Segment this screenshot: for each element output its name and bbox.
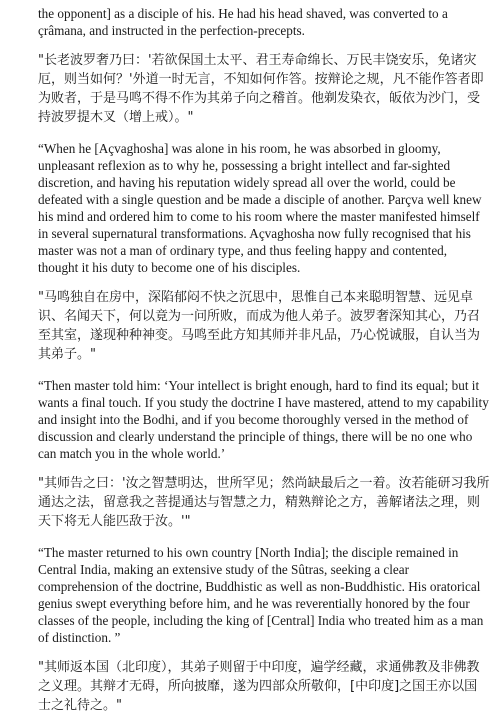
english-paragraph: “The master returned to his own country [North India]; the disciple remained in Central India, making an extensive study of the Sûtras, seeking a clear comprehension of the doctrine, Buddhistic as well as non-Buddhistic. His oratorical genius swept everything before him, and he was reverentially honored by the four classes of the people, including the king of [Central] India who treated him as a man of distinction. ” bbox=[38, 545, 484, 645]
chinese-paragraph: "其师告之曰：'汝之智慧明达，世所罕见；然尚缺最后之一着。汝若能研习我所通达之法，留意我之菩提通达与智慧之力，精熟辩论之方，善解诸法之理，则天下将无人能匹敌于汝。'" bbox=[38, 476, 490, 529]
english-paragraph: “When he [Açvaghosha] was alone in his room, he was absorbed in gloomy, unpleasant reflexion as to why he, possessing a bright intellect and far-sighted discretion, and having his reputation widely spread all over the world, could be defeated with a single question and be made a disciple of another. Parçva well knew his mind and ordered him to come to his room where the master manifested himself in several supernatural transformations. Açvaghosha now fully recognised that his master was not a man of ordinary type, and thus feeling happy and contented, thought it his duty to become one of his disciples. bbox=[38, 141, 482, 275]
chinese-paragraph: "长老波罗奢乃曰：'若欲保国土太平、君王寿命绵长、万民丰饶安乐，免诸灾厄，则当如何？'外道一时无言，不知如何作答。按辩论之规，凡不能作答者即为败者，于是马鸣不得不作为其弟子向之稽首。他剃发染衣，皈依为沙门，受持波罗提木叉（增上戒）。" bbox=[38, 53, 484, 125]
english-paragraph: the opponent] as a disciple of his. He had his head shaved, was converted to a çrâmana, and instructed in the perfection-precepts. bbox=[38, 6, 448, 38]
english-paragraph: “Then master told him: ‘Your intellect is bright enough, hard to find its equal; but it wants a final touch. If you study the doctrine I have mastered, attend to my capability and insight into the Bodhi, and if you become thoroughly versed in the method of discussion and clearly understand the principle of things, there will be no one who can match you in the whole world.’ bbox=[38, 378, 489, 461]
chinese-paragraph: "其师返本国（北印度），其弟子则留于中印度，遍学经藏，求通佛教及非佛教之义理。其辩才无碍，所向披靡，遂为四部众所敬仰，[中印度]之国王亦以国士之礼待之。" bbox=[38, 660, 480, 713]
chinese-paragraph: "马鸣独自在房中，深陷郁闷不快之沉思中，思惟自己本来聪明智慧、远见卓识、名闻天下，何以竟为一问所败，而成为他人弟子。波罗奢深知其心，乃召至其室，遂现种种神变。马鸣至此方知其师并非凡品，乃心悦诚服，自认当为其弟子。" bbox=[38, 290, 481, 362]
